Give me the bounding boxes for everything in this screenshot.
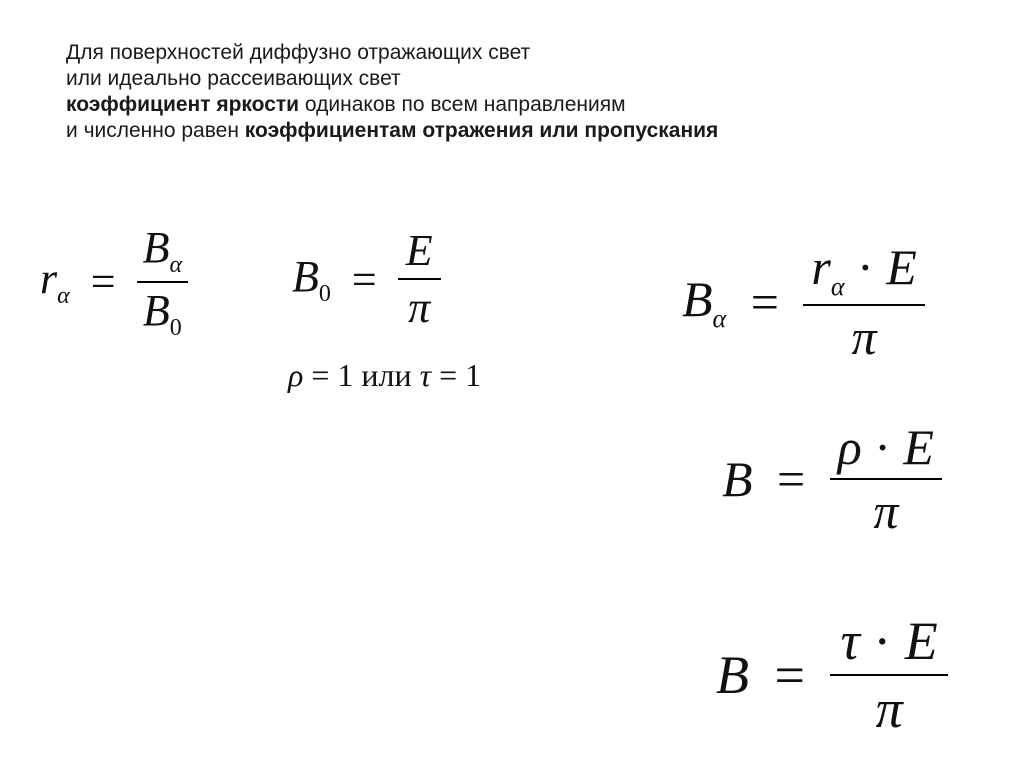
fraction-numerator: ρ · E <box>837 419 934 475</box>
intro-line-3-rest: одинаков по всем направлениям <box>299 93 626 116</box>
fraction-numerator: E <box>405 226 433 275</box>
fraction-numerator: τ · E <box>840 611 938 671</box>
equals-one: = 1 <box>439 357 482 393</box>
fraction <box>830 418 942 540</box>
or-word: или <box>361 357 412 393</box>
fraction <box>398 225 441 333</box>
fraction-denominator: π <box>830 478 942 540</box>
alpha-subscript: α <box>712 304 727 333</box>
formula-brightness-coefficient <box>40 222 188 342</box>
fraction-denominator: π <box>398 278 441 333</box>
b-symbol: B <box>682 271 713 327</box>
equals-one: = 1 <box>311 357 354 393</box>
b-symbol: B <box>292 251 319 301</box>
fraction-numerator: $r_\alpha \cdot E$ <box>811 239 917 301</box>
fraction-denominator: π <box>830 674 947 740</box>
rho-symbol: ρ <box>288 357 304 393</box>
fraction <box>830 610 947 740</box>
fraction <box>803 238 924 366</box>
formula-b0 <box>292 225 441 333</box>
equals-sign: = <box>90 257 116 307</box>
condition-rho-tau <box>288 357 481 394</box>
alpha-subscript: α <box>57 283 70 310</box>
intro-line-3 <box>66 92 966 118</box>
b-symbol: B <box>722 451 753 507</box>
intro-line-4 <box>66 118 966 144</box>
term-brightness-coefficient: коэффициент яркости <box>66 93 300 116</box>
term-reflection-transmission: коэффициентам отражения или пропускания <box>244 119 719 142</box>
intro-line-2: или идеально рассеивающих свет <box>66 67 401 90</box>
equals-sign: = <box>351 254 377 304</box>
b-symbol: B <box>716 645 749 705</box>
intro-line-4-start: и численно равен <box>66 119 245 142</box>
formula-b-tau <box>716 610 948 740</box>
intro-line-1: Для поверхностей диффузно отражающих свет <box>66 41 531 64</box>
tau-symbol: τ <box>419 357 432 393</box>
r-symbol: r <box>40 254 58 304</box>
fraction-denominator: $B_0$ <box>137 281 189 342</box>
equals-sign: = <box>774 645 805 705</box>
formula-b-alpha <box>682 238 925 366</box>
fraction-numerator: $B_\alpha$ <box>142 223 183 278</box>
formula-b-rho <box>722 418 942 540</box>
zero-subscript: 0 <box>318 280 331 307</box>
intro-text <box>66 40 966 144</box>
equals-sign: = <box>750 274 779 330</box>
equals-sign: = <box>777 451 806 507</box>
fraction-denominator: π <box>803 304 924 366</box>
fraction <box>137 222 189 342</box>
